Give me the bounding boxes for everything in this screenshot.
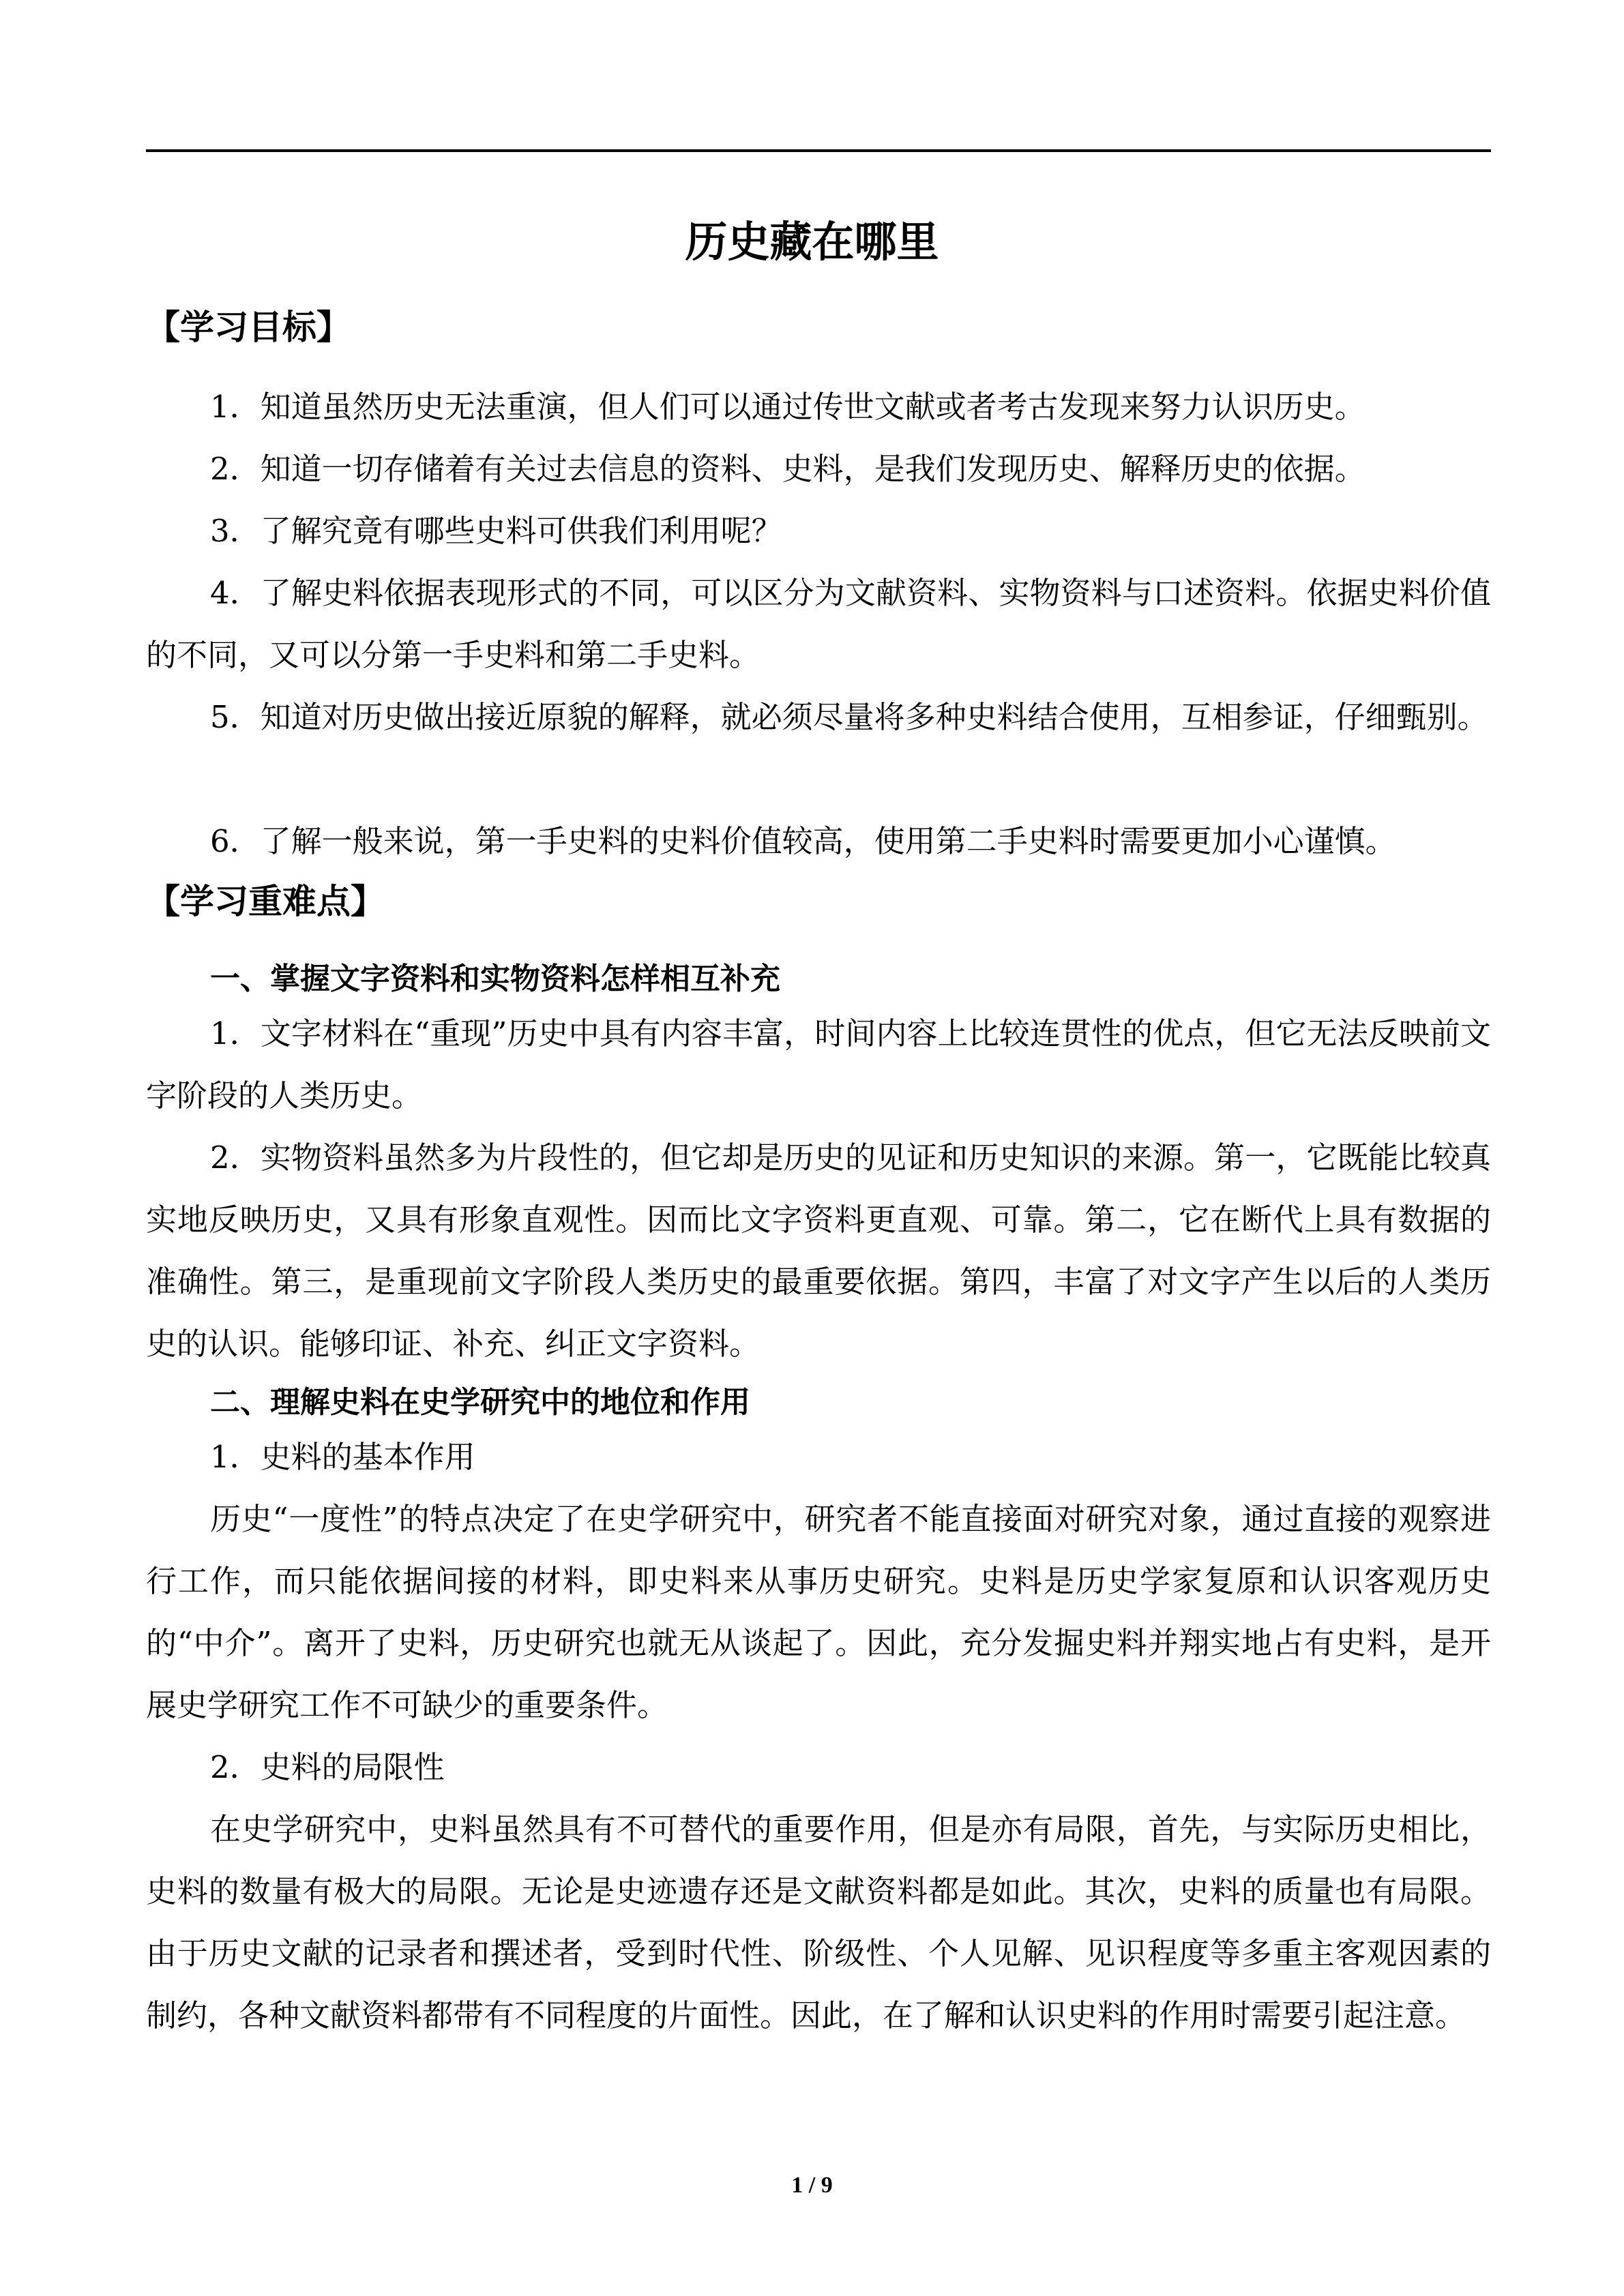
part1-heading: 一、掌握文字资料和实物资料怎样相互补充 [210,961,780,996]
document-title: 历史藏在哪里 [685,217,939,267]
objective-item: 5．知道对历史做出接近原貌的解释，就必须尽量将多种史料结合使用，互相参证，仔细甄别。 [210,699,1488,735]
objective-item: 3．了解究竟有哪些史料可供我们利用呢？ [210,513,782,549]
key-points-heading: 【学习重难点】 [146,882,385,921]
page-number: 1 / 9 [791,2173,833,2198]
objectives-heading: 【学习目标】 [146,308,351,347]
header-rule [146,149,1491,152]
objective-item: 6．了解一般来说，第一手史料的史料价值较高，使用第二手史料时需要更加小心谨慎。 [210,823,1396,859]
subsection1-body: 历史“一度性”的特点决定了在史学研究中，研究者不能直接面对研究对象，通过直接的观察进行工作，而只能依据间接的材料，即史料来从事历史研究。史料是历史学家复原和认识客观历史的“中介”。离开了史料，历史研究也就无从谈起了。因此，充分发掘史料并翔实地占有史料，是开展史学研究工作不可缺少的重要条件。 [146,1501,1491,1723]
part2-heading: 二、理解史料在史学研究中的地位和作用 [210,1385,750,1420]
subsection2-title: 2．史料的局限性 [210,1749,445,1785]
objective-item: 1．知道虽然历史无法重演，但人们可以通过传世文献或者考古发现来努力认识历史。 [210,389,1365,425]
objective-item: 2．知道一切存储着有关过去信息的资料、史料，是我们发现历史、解释历史的依据。 [210,451,1365,487]
subsection1-title: 1．史料的基本作用 [210,1439,475,1475]
subsection2-body: 在史学研究中，史料虽然具有不可替代的重要作用，但是亦有局限，首先，与实际历史相比，史料的数量有极大的局限。无论是史迹遗存还是文献资料都是如此。其次，史料的质量也有局限。由于历史文献的记录者和撰述者，受到时代性、阶级性、个人见解、见识程度等多重主客观因素的制约，各种文献资料都带有不同程度的片面性。因此，在了解和认识史料的作用时需要引起注意。 [146,1811,1491,2033]
part1-paragraph: 1．文字材料在“重现”历史中具有内容丰富，时间内容上比较连贯性的优点，但它无法反映前文字阶段的人类历史。 [146,1015,1491,1114]
part1-paragraph: 2．实物资料虽然多为片段性的，但它却是历史的见证和历史知识的来源。第一，它既能比较真实地反映历史，又具有形象直观性。因而比文字资料更直观、可靠。第二，它在断代上具有数据的准确性。第三，是重现前文字阶段人类历史的最重要依据。第四，丰富了对文字产生以后的人类历史的认识。能够印证、补充、纠正文字资料。 [146,1139,1491,1362]
objective-item: 4．了解史料依据表现形式的不同，可以区分为文献资料、实物资料与口述资料。依据史料价值的不同，又可以分第一手史料和第二手史料。 [146,575,1491,673]
